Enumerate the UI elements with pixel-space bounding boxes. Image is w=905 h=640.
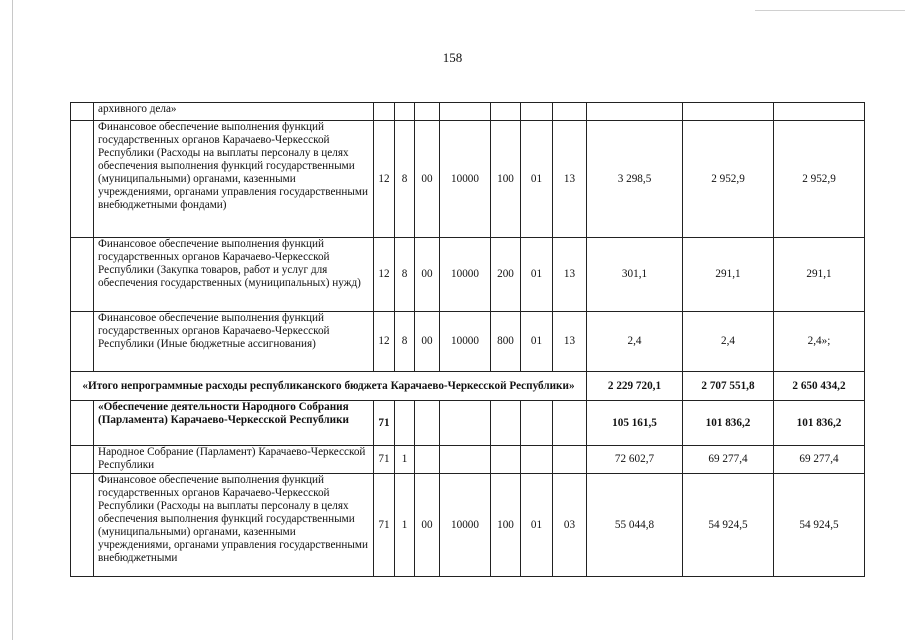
code-cell bbox=[521, 103, 553, 121]
table-row bbox=[71, 238, 865, 312]
blank-cell bbox=[71, 401, 94, 446]
row-name: Финансовое обеспечение выполнения функций государственных органов Карачаево-Черкесской Республики (Расходы на выплаты персоналу в целях обеспечения выполнения функций государственными (муниципальными) органами, казенными учреждениями, органами управления государственными внебюджетными bbox=[94, 474, 374, 577]
code-cell: 10000 bbox=[440, 474, 491, 577]
amount-cell: 2,4 bbox=[683, 312, 774, 372]
amount-cell: 101 836,2 bbox=[774, 401, 865, 446]
amount-cell: 2 952,9 bbox=[774, 121, 865, 238]
table-row bbox=[71, 401, 865, 446]
code-cell bbox=[415, 446, 440, 474]
code-cell bbox=[415, 401, 440, 446]
code-cell: 71 bbox=[374, 446, 395, 474]
amount-cell: 72 602,7 bbox=[587, 446, 683, 474]
code-cell bbox=[440, 103, 491, 121]
amount-cell: 69 277,4 bbox=[774, 446, 865, 474]
code-cell: 12 bbox=[374, 312, 395, 372]
code-cell: 01 bbox=[521, 121, 553, 238]
row-name: Финансовое обеспечение выполнения функций государственных органов Карачаево-Черкесской Республики (Расходы на выплаты персоналу в целях обеспечения выполнения функций государственными (муниципальными) органами, казенными учреждениями, органами управления государственными внебюджетными фондами) bbox=[94, 121, 374, 238]
amount-cell bbox=[683, 103, 774, 121]
total-amount: 2 229 720,1 bbox=[587, 372, 683, 401]
code-cell: 00 bbox=[415, 121, 440, 238]
code-cell: 8 bbox=[395, 238, 415, 312]
amount-cell: 2,4 bbox=[587, 312, 683, 372]
code-cell: 00 bbox=[415, 474, 440, 577]
code-cell: 01 bbox=[521, 474, 553, 577]
code-cell: 8 bbox=[395, 121, 415, 238]
code-cell bbox=[491, 103, 521, 121]
scan-edge-top bbox=[755, 0, 905, 11]
code-cell: 10000 bbox=[440, 312, 491, 372]
amount-cell: 105 161,5 bbox=[587, 401, 683, 446]
code-cell: 10000 bbox=[440, 121, 491, 238]
code-cell: 01 bbox=[521, 312, 553, 372]
code-cell bbox=[440, 446, 491, 474]
amount-cell: 291,1 bbox=[774, 238, 865, 312]
amount-cell bbox=[587, 103, 683, 121]
blank-cell bbox=[71, 238, 94, 312]
code-cell bbox=[521, 401, 553, 446]
code-cell: 200 bbox=[491, 238, 521, 312]
amount-cell: 2,4»; bbox=[774, 312, 865, 372]
blank-cell bbox=[71, 474, 94, 577]
code-cell: 71 bbox=[374, 474, 395, 577]
code-cell bbox=[553, 103, 587, 121]
code-cell bbox=[415, 103, 440, 121]
code-cell: 12 bbox=[374, 121, 395, 238]
code-cell bbox=[491, 446, 521, 474]
amount-cell: 291,1 bbox=[683, 238, 774, 312]
code-cell: 13 bbox=[553, 121, 587, 238]
table-row bbox=[71, 474, 865, 577]
total-amount: 2 707 551,8 bbox=[683, 372, 774, 401]
code-cell: 1 bbox=[395, 474, 415, 577]
amount-cell: 54 924,5 bbox=[774, 474, 865, 577]
code-cell: 8 bbox=[395, 312, 415, 372]
row-name: Народное Собрание (Парламент) Карачаево-Черкесской Республики bbox=[94, 446, 374, 474]
amount-cell: 55 044,8 bbox=[587, 474, 683, 577]
row-name: архивного дела» bbox=[94, 103, 374, 121]
code-cell: 71 bbox=[374, 401, 395, 446]
amount-cell: 101 836,2 bbox=[683, 401, 774, 446]
code-cell: 01 bbox=[521, 238, 553, 312]
code-cell: 00 bbox=[415, 238, 440, 312]
amount-cell: 54 924,5 bbox=[683, 474, 774, 577]
blank-cell bbox=[71, 312, 94, 372]
amount-cell: 3 298,5 bbox=[587, 121, 683, 238]
code-cell: 1 bbox=[395, 446, 415, 474]
total-label: «Итого непрограммные расходы республиканского бюджета Карачаево-Черкесской Республики» bbox=[71, 372, 587, 401]
code-cell: 00 bbox=[415, 312, 440, 372]
code-cell: 13 bbox=[553, 238, 587, 312]
code-cell: 10000 bbox=[440, 238, 491, 312]
code-cell bbox=[440, 401, 491, 446]
table-row bbox=[71, 446, 865, 474]
code-cell bbox=[395, 401, 415, 446]
total-row bbox=[71, 372, 865, 401]
code-cell bbox=[395, 103, 415, 121]
code-cell bbox=[553, 401, 587, 446]
code-cell: 100 bbox=[491, 121, 521, 238]
blank-cell bbox=[71, 446, 94, 474]
budget-table bbox=[70, 102, 865, 577]
row-name: Финансовое обеспечение выполнения функций государственных органов Карачаево-Черкесской Республики (Закупка товаров, работ и услуг для обеспечения государственных (муниципальных) нужд) bbox=[94, 238, 374, 312]
code-cell: 100 bbox=[491, 474, 521, 577]
code-cell: 03 bbox=[553, 474, 587, 577]
table-row bbox=[71, 312, 865, 372]
table-body bbox=[71, 103, 865, 577]
row-name: «Обеспечение деятельности Народного Собрания (Парламента) Карачаево-Черкесской Республики bbox=[94, 401, 374, 446]
table-row bbox=[71, 121, 865, 238]
amount-cell: 301,1 bbox=[587, 238, 683, 312]
code-cell: 800 bbox=[491, 312, 521, 372]
total-amount: 2 650 434,2 bbox=[774, 372, 865, 401]
amount-cell: 69 277,4 bbox=[683, 446, 774, 474]
row-name: Финансовое обеспечение выполнения функций государственных органов Карачаево-Черкесской Республики (Иные бюджетные ассигнования) bbox=[94, 312, 374, 372]
code-cell bbox=[521, 446, 553, 474]
code-cell bbox=[491, 401, 521, 446]
amount-cell: 2 952,9 bbox=[683, 121, 774, 238]
code-cell bbox=[553, 446, 587, 474]
code-cell: 12 bbox=[374, 238, 395, 312]
blank-cell bbox=[71, 121, 94, 238]
code-cell: 13 bbox=[553, 312, 587, 372]
code-cell bbox=[374, 103, 395, 121]
table-row bbox=[71, 103, 865, 121]
scan-edge bbox=[0, 0, 13, 640]
page-number: 158 bbox=[442, 50, 463, 65]
blank-cell bbox=[71, 103, 94, 121]
amount-cell bbox=[774, 103, 865, 121]
